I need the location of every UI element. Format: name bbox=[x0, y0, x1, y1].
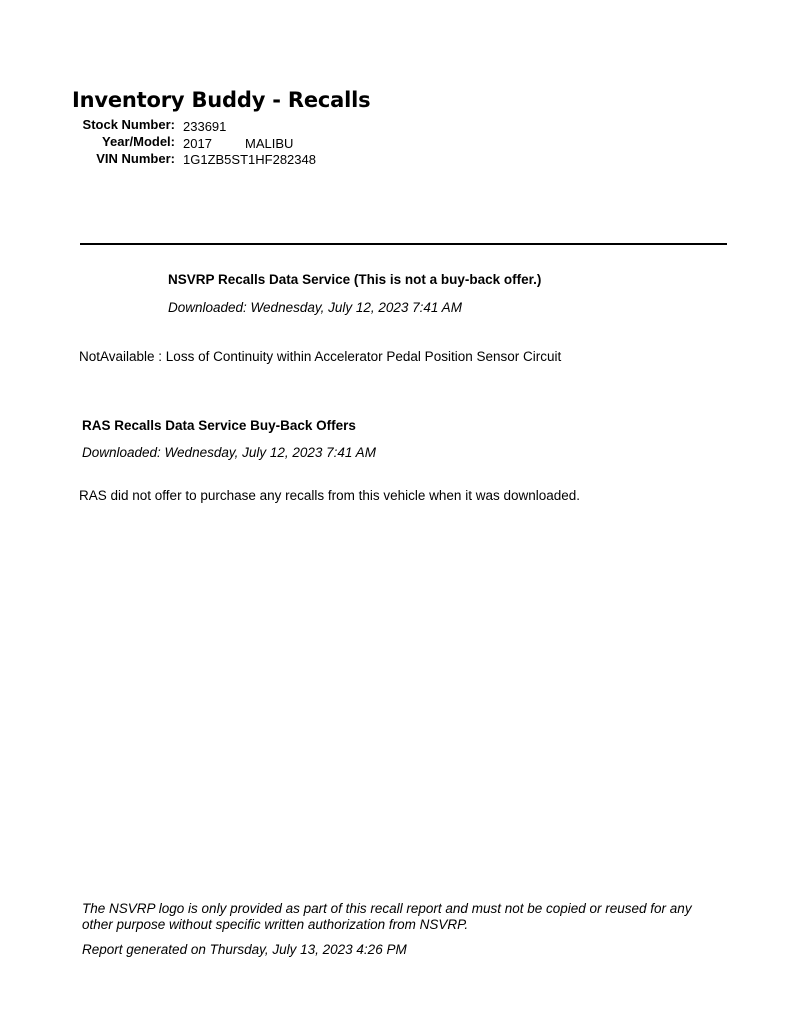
vin-number-label: VIN Number: bbox=[96, 151, 175, 166]
vin-number-value: 1G1ZB5ST1HF282348 bbox=[183, 152, 316, 167]
ras-heading: RAS Recalls Data Service Buy-Back Offers bbox=[82, 418, 356, 433]
year-value: 2017 bbox=[183, 136, 212, 151]
ras-downloaded: Downloaded: Wednesday, July 12, 2023 7:41 AM bbox=[82, 445, 376, 460]
stock-number-label: Stock Number: bbox=[82, 117, 175, 132]
nsvrp-recall-line: NotAvailable : Loss of Continuity within Accelerator Pedal Position Sensor Circuit bbox=[79, 349, 562, 364]
report-generated: Report generated on Thursday, July 13, 2023 4:26 PM bbox=[82, 942, 407, 957]
page-title: Inventory Buddy - Recalls bbox=[72, 88, 371, 112]
nsvrp-downloaded: Downloaded: Wednesday, July 12, 2023 7:41 AM bbox=[168, 300, 462, 315]
stock-number-value: 233691 bbox=[183, 119, 227, 134]
year-model-label: Year/Model: bbox=[102, 134, 175, 149]
model-value: MALIBU bbox=[245, 136, 294, 151]
nsvrp-heading: NSVRP Recalls Data Service (This is not a buy-back offer.) bbox=[168, 272, 542, 287]
ras-message: RAS did not offer to purchase any recalls from this vehicle when it was downloaded. bbox=[79, 488, 581, 503]
logo-notice: The NSVRP logo is only provided as part of this recall report and must not be copied or reused for any other purpose without specific written authorization from NSVRP. bbox=[82, 901, 692, 932]
section-divider bbox=[80, 243, 727, 245]
